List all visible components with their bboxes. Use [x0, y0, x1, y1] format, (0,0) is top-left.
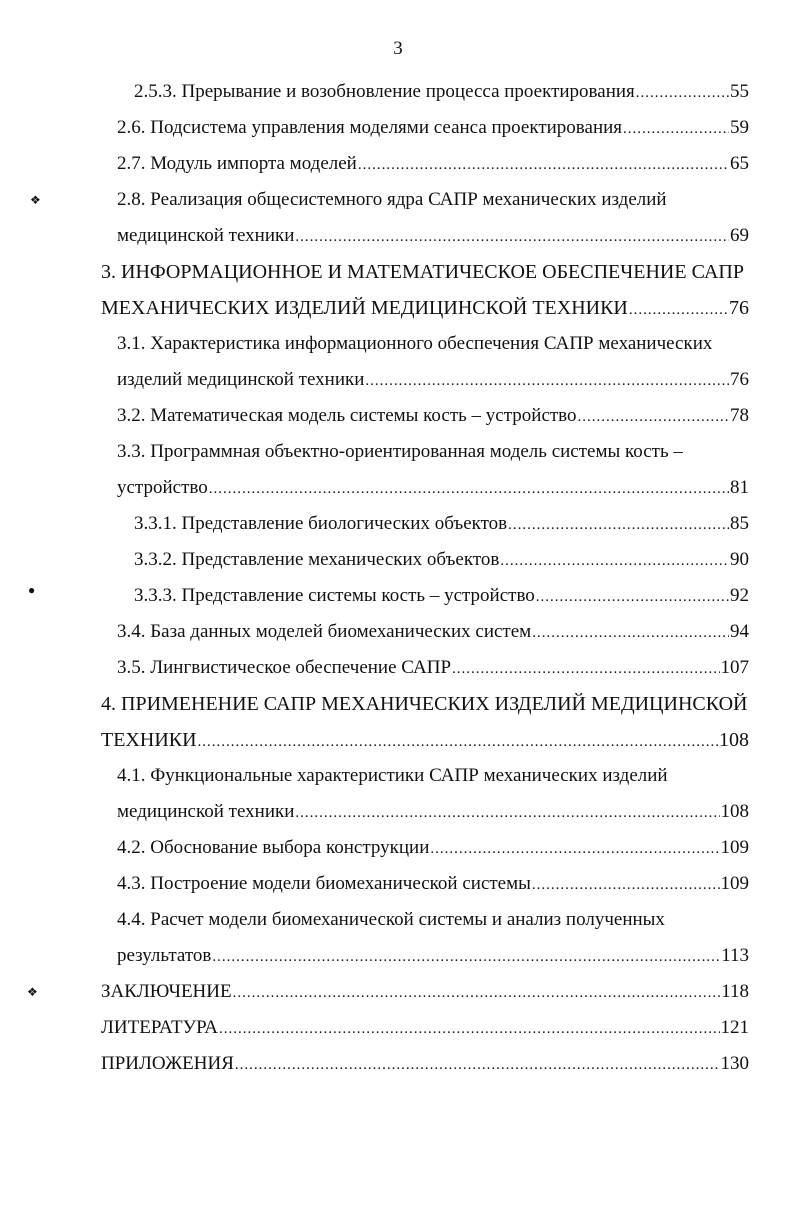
- toc-entry-page: 76: [730, 369, 749, 390]
- toc-entry-page: 81: [730, 477, 749, 498]
- toc-entry-title: 2.5.3. Прерывание и возобновление процесса проектирования: [134, 81, 635, 102]
- toc-entry-title: изделий медицинской техники: [117, 369, 365, 390]
- toc-entry-title-line1: 4.1. Функциональные характеристики САПР механических изделий: [117, 765, 668, 786]
- toc-leader-dots: [198, 724, 718, 760]
- toc-entry-title: 4.3. Построение модели биомеханической системы: [117, 873, 531, 894]
- toc-entry-line1[interactable]: [0, 254, 796, 290]
- toc-leader-dots: [209, 471, 729, 507]
- toc-leader-dots: [212, 939, 720, 975]
- toc-leader-dots: [578, 399, 729, 435]
- toc-entry-page: 92: [730, 585, 749, 606]
- toc-entry[interactable]: [0, 974, 796, 1010]
- toc-entry-page: 113: [721, 945, 749, 966]
- toc-leader-dots: [358, 147, 729, 183]
- toc-entry-title: 3.3.1. Представление биологических объектов: [134, 513, 508, 534]
- toc-entry-page: 109: [720, 837, 749, 858]
- toc-entry[interactable]: [0, 614, 796, 650]
- toc-entry[interactable]: [0, 830, 796, 866]
- toc-leader-dots: [500, 543, 729, 579]
- toc-entry[interactable]: [0, 74, 796, 110]
- toc-leader-dots: [452, 651, 719, 687]
- toc-entry-page: 94: [730, 621, 749, 642]
- toc-entry[interactable]: [0, 290, 796, 326]
- toc-entry[interactable]: [0, 110, 796, 146]
- toc-leader-dots: [636, 75, 729, 111]
- scan-mark: ❖: [27, 985, 38, 999]
- toc-entry-page: 85: [730, 513, 749, 534]
- toc-entry-page: 121: [720, 1017, 749, 1038]
- toc-entry-line1[interactable]: [0, 434, 796, 470]
- toc-entry-line1[interactable]: [0, 326, 796, 362]
- toc-entry-page: 76: [729, 297, 749, 319]
- toc-entry-title: ЗАКЛЮЧЕНИЕ: [101, 981, 232, 1002]
- toc-entry-title: МЕХАНИЧЕСКИХ ИЗДЕЛИЙ МЕДИЦИНСКОЙ ТЕХНИКИ: [101, 297, 628, 319]
- toc-leader-dots: [233, 975, 721, 1011]
- toc-entry-title: 2.7. Модуль импорта моделей: [117, 153, 357, 174]
- toc-entry[interactable]: [0, 470, 796, 506]
- page-number: 3: [393, 38, 403, 59]
- toc-leader-dots: [508, 507, 729, 543]
- toc-entry-line1[interactable]: [0, 686, 796, 722]
- toc-entry-page: 69: [730, 225, 749, 246]
- toc-entry-title-line1: 3.3. Программная объектно-ориентированная модель системы кость –: [117, 441, 683, 462]
- toc-entry-title: медицинской техники: [117, 801, 295, 822]
- toc-entry[interactable]: [0, 218, 796, 254]
- toc-leader-dots: [295, 219, 729, 255]
- toc-entry-title: медицинской техники: [117, 225, 295, 246]
- toc-entry[interactable]: [0, 866, 796, 902]
- toc-entry-page: 108: [720, 801, 749, 822]
- toc-entry-title: ЛИТЕРАТУРА: [101, 1017, 218, 1038]
- toc-entry-title: ПРИЛОЖЕНИЯ: [101, 1053, 234, 1074]
- toc-leader-dots: [365, 363, 729, 399]
- toc-entry[interactable]: [0, 794, 796, 830]
- table-of-contents: [0, 74, 796, 1082]
- toc-entry[interactable]: [0, 1010, 796, 1046]
- toc-leader-dots: [430, 831, 719, 867]
- toc-entry[interactable]: [0, 650, 796, 686]
- toc-entry[interactable]: [0, 146, 796, 182]
- toc-entry-page: 118: [721, 981, 749, 1002]
- toc-entry-title-line1: 2.8. Реализация общесистемного ядра САПР механических изделий: [117, 189, 667, 210]
- toc-leader-dots: [536, 579, 729, 615]
- toc-entry-page: 109: [720, 873, 749, 894]
- toc-entry-title: 3.4. База данных моделей биомеханических систем: [117, 621, 532, 642]
- toc-leader-dots: [623, 111, 729, 147]
- toc-entry-title: 3.2. Математическая модель системы кость – устройство: [117, 405, 577, 426]
- toc-entry-title: 2.6. Подсистема управления моделями сеанса проектирования: [117, 117, 623, 138]
- toc-leader-dots: [235, 1047, 720, 1083]
- toc-entry-title: 3.5. Лингвистическое обеспечение САПР: [117, 657, 452, 678]
- toc-entry[interactable]: [0, 398, 796, 434]
- toc-entry-title: результатов: [117, 945, 212, 966]
- toc-leader-dots: [295, 795, 719, 831]
- scan-mark: ❖: [30, 193, 41, 207]
- toc-leader-dots: [219, 1011, 720, 1047]
- toc-leader-dots: [532, 615, 729, 651]
- toc-leader-dots: [532, 867, 720, 903]
- toc-entry[interactable]: [0, 362, 796, 398]
- toc-entry-page: 90: [730, 549, 749, 570]
- toc-entry-page: 130: [720, 1053, 749, 1074]
- toc-entry-title: ТЕХНИКИ: [101, 729, 197, 751]
- toc-entry-page: 59: [730, 117, 749, 138]
- toc-entry[interactable]: [0, 542, 796, 578]
- toc-entry-page: 65: [730, 153, 749, 174]
- toc-entry-title-line1: 3. ИНФОРМАЦИОННОЕ И МАТЕМАТИЧЕСКОЕ ОБЕСПЕЧЕНИЕ САПР: [101, 261, 744, 283]
- toc-entry[interactable]: [0, 938, 796, 974]
- toc-entry[interactable]: [0, 1046, 796, 1082]
- toc-entry-title: 3.3.3. Представление системы кость – устройство: [134, 585, 535, 606]
- toc-entry[interactable]: [0, 722, 796, 758]
- toc-entry-page: 78: [730, 405, 749, 426]
- toc-entry-title-line1: 4. ПРИМЕНЕНИЕ САПР МЕХАНИЧЕСКИХ ИЗДЕЛИЙ МЕДИЦИНСКОЙ: [101, 693, 748, 715]
- scan-mark: ●: [28, 583, 36, 597]
- toc-entry-line1[interactable]: [0, 758, 796, 794]
- toc-entry[interactable]: [0, 506, 796, 542]
- toc-entry-line1[interactable]: [0, 902, 796, 938]
- toc-entry-title-line1: 4.4. Расчет модели биомеханической системы и анализ полученных: [117, 909, 665, 930]
- toc-entry-title: 3.3.2. Представление механических объектов: [134, 549, 500, 570]
- toc-entry-title: устройство: [117, 477, 208, 498]
- toc-entry-page: 55: [730, 81, 749, 102]
- toc-entry-page: 107: [720, 657, 749, 678]
- toc-entry-line1[interactable]: [0, 182, 796, 218]
- toc-entry-title-line1: 3.1. Характеристика информационного обеспечения САПР механических: [117, 333, 713, 354]
- toc-entry-title: 4.2. Обоснование выбора конструкции: [117, 837, 430, 858]
- toc-entry[interactable]: [0, 578, 796, 614]
- toc-entry-page: 108: [719, 729, 749, 751]
- toc-leader-dots: [629, 292, 728, 328]
